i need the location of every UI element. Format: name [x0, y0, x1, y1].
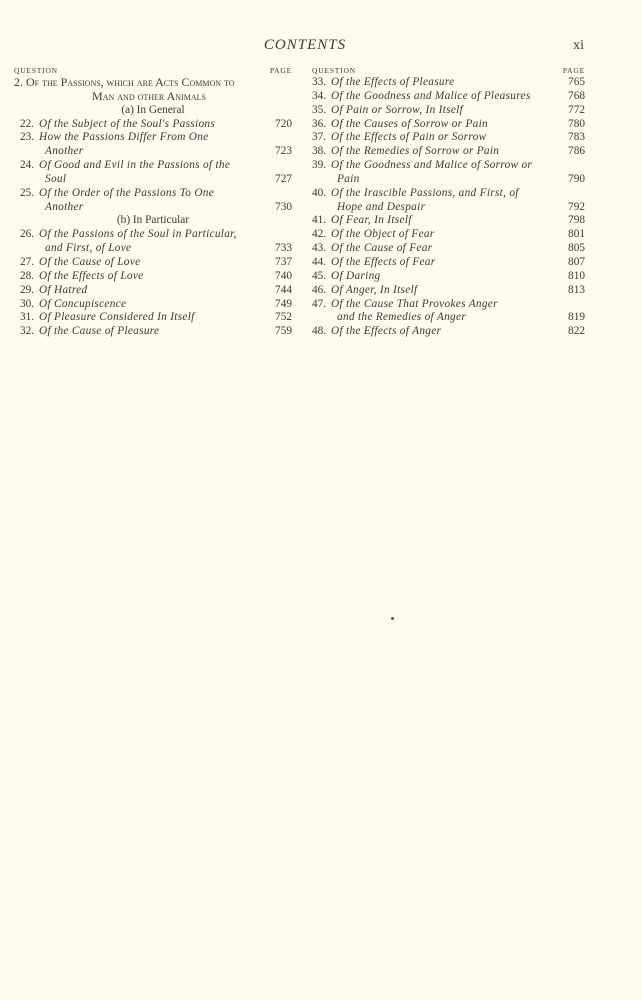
page-ref: 730	[275, 200, 292, 213]
toc-entry-line	[20, 131, 292, 145]
subsection-label: (a) In General	[121, 103, 185, 116]
toc-entry-text	[312, 242, 432, 256]
question-title: Of the Irascible Passions, and First, of	[331, 186, 519, 199]
toc-entry	[307, 256, 585, 270]
subsection-label: (b) In Particular	[116, 214, 190, 227]
page-ref: 772	[568, 103, 585, 116]
toc-entry-text	[20, 325, 159, 339]
toc-entry-line	[20, 270, 292, 284]
toc-entry	[307, 131, 585, 145]
question-number: 35.	[312, 103, 327, 116]
toc-entry-text	[312, 214, 412, 228]
question-title: Of the Causes of Sorrow or Pain	[331, 117, 489, 130]
toc-entry-text	[312, 228, 435, 242]
question-number: 34.	[312, 89, 327, 102]
question-title: Of the Goodness and Malice of Pleasures	[331, 89, 531, 102]
page-ref: 737	[275, 255, 292, 268]
question-number: 22.	[20, 117, 35, 130]
question-title: Of Pleasure Considered In Itself	[39, 311, 195, 324]
toc-entry	[14, 228, 292, 256]
page-ref: 752	[275, 311, 292, 324]
page-ref: 801	[568, 228, 585, 241]
question-number: 47.	[312, 297, 327, 310]
question-number: 29.	[20, 283, 35, 296]
toc-entry-line	[312, 187, 585, 201]
toc-entry-text	[20, 201, 84, 215]
toc-entry-line	[20, 118, 292, 132]
page-ref: 792	[568, 200, 585, 213]
toc-entry-line	[312, 173, 585, 187]
toc-entry	[307, 214, 585, 228]
page-ref	[266, 131, 292, 145]
toc-entry-line	[312, 325, 585, 339]
toc-entry-text	[20, 270, 143, 284]
question-title: Of the Subject of the Soul's Passions	[39, 117, 216, 130]
toc-entry-text	[20, 173, 66, 187]
question-title: Of the Goodness and Malice of Sorrow or	[331, 159, 533, 172]
toc-entry	[14, 311, 292, 325]
page-ref: 768	[568, 89, 585, 102]
question-title: Of Concupiscence	[39, 297, 127, 310]
toc-entry-text	[20, 284, 87, 298]
question-title: Of Fear, In Itself	[331, 214, 412, 227]
toc-column-left	[14, 66, 292, 339]
question-title: Of the Cause That Provokes Anger	[331, 297, 498, 310]
toc-entry	[14, 118, 292, 132]
toc-entry	[307, 104, 585, 118]
toc-list-general	[14, 118, 292, 215]
page-ref	[559, 298, 585, 312]
toc-entry-text	[312, 187, 519, 201]
part-title-line2: Man and other Animals	[92, 88, 206, 103]
page-ref	[559, 159, 585, 173]
running-head	[0, 37, 642, 57]
toc-entry	[14, 256, 292, 270]
question-number: 25.	[20, 186, 35, 199]
toc-entry-text	[312, 284, 417, 298]
page-ref: 798	[568, 214, 585, 227]
page-label: PAGE	[269, 66, 292, 75]
toc-entry-line	[20, 187, 292, 201]
page-ref: 740	[275, 269, 292, 282]
question-number: 41.	[312, 214, 327, 227]
toc-entry-line	[20, 145, 292, 159]
question-number: 42.	[312, 228, 327, 241]
toc-entry-line	[312, 311, 585, 325]
question-title: Of the Effects of Pain or Sorrow	[331, 131, 487, 144]
toc-entry-text	[312, 311, 466, 325]
toc-entry-line	[312, 131, 585, 145]
toc-entry-text	[20, 131, 209, 145]
question-title: and First, of Love	[45, 242, 132, 255]
subsection-heading-general	[14, 104, 292, 118]
toc-entry	[307, 270, 585, 284]
toc-entry	[307, 284, 585, 298]
toc-entry-line	[20, 173, 292, 187]
question-label: QUESTION	[14, 66, 58, 75]
question-number: 33.	[312, 76, 327, 88]
question-number: 37.	[312, 131, 327, 144]
page-ref: 733	[275, 242, 292, 255]
question-number: 36.	[312, 117, 327, 130]
subsection-heading-particular	[14, 214, 292, 228]
question-title: Hope and Despair	[337, 200, 426, 213]
question-number: 48.	[312, 325, 327, 338]
toc-entry-line	[312, 159, 585, 173]
page-ref	[266, 159, 292, 173]
question-number: 28.	[20, 269, 35, 282]
question-number: 38.	[312, 145, 327, 158]
question-title: Pain	[337, 172, 360, 185]
toc-entry-line	[312, 242, 585, 256]
toc-entry-text	[20, 187, 214, 201]
toc-entry-line	[312, 76, 585, 90]
question-title: Of the Order of the Passions To One	[39, 186, 215, 199]
toc-entry-text	[20, 118, 215, 132]
question-number: 45.	[312, 269, 327, 282]
page-ref	[559, 187, 585, 201]
toc-entry-text	[312, 118, 488, 132]
page-ref	[266, 187, 292, 201]
page-ref: 727	[275, 172, 292, 185]
question-number: 24.	[20, 159, 35, 172]
toc-entry-text	[312, 173, 360, 187]
toc-entry-text	[20, 228, 237, 242]
part-title	[14, 76, 292, 104]
toc-entry	[14, 325, 292, 339]
toc-entry	[307, 159, 585, 187]
question-number: 26.	[20, 228, 35, 241]
question-title: and the Remedies of Anger	[337, 311, 467, 324]
toc-entry-text	[312, 256, 435, 270]
page-number: xi	[573, 38, 584, 53]
question-number: 32.	[20, 325, 35, 338]
toc-entry-line	[20, 242, 292, 256]
question-number: 31.	[20, 311, 35, 324]
toc-entry-line	[20, 325, 292, 339]
toc-entry	[307, 298, 585, 326]
toc-entry-text	[312, 76, 454, 90]
toc-entry	[307, 187, 585, 215]
question-title: How the Passions Differ From One	[39, 131, 209, 144]
page-ref: 813	[568, 283, 585, 296]
toc-entry-line	[312, 284, 585, 298]
toc-entry-text	[312, 90, 531, 104]
page-ref: 749	[275, 297, 292, 310]
page-ref: 805	[568, 242, 585, 255]
toc-entry-line	[312, 90, 585, 104]
part-title-line1: 2. Of the Passions, which are Acts Common to	[14, 75, 235, 89]
toc-entry-line	[20, 256, 292, 270]
toc-entry-line	[20, 311, 292, 325]
page-ref: 765	[568, 76, 585, 88]
toc-entry-line	[312, 270, 585, 284]
toc-entry-text	[312, 298, 498, 312]
question-title: Of the Passions of the Soul in Particular,	[39, 228, 237, 241]
toc-entry-text	[20, 159, 230, 173]
toc-column-right	[307, 66, 585, 339]
page-ref: 790	[568, 172, 585, 185]
question-title: Of the Effects of Pleasure	[331, 76, 455, 88]
toc-entry	[14, 131, 292, 159]
toc-entry-text	[20, 311, 195, 325]
toc-entry	[307, 228, 585, 242]
toc-entry-line	[312, 256, 585, 270]
toc-entry-line	[312, 201, 585, 215]
toc-entry-text	[20, 298, 126, 312]
toc-entry	[14, 298, 292, 312]
question-number: 43.	[312, 242, 327, 255]
toc-list	[307, 76, 585, 339]
toc-entry	[307, 145, 585, 159]
toc-entry-line	[312, 298, 585, 312]
toc-entry	[14, 284, 292, 298]
toc-entry	[307, 242, 585, 256]
page-ref: 810	[568, 269, 585, 282]
toc-entry-text	[312, 159, 532, 173]
toc-entry	[307, 76, 585, 90]
question-title: Of the Cause of Pleasure	[39, 325, 160, 338]
question-number: 44.	[312, 255, 327, 268]
question-number: 23.	[20, 131, 35, 144]
toc-entry-line	[20, 201, 292, 215]
toc-entry-text	[20, 242, 131, 256]
question-number: 27.	[20, 255, 35, 268]
question-title: Another	[45, 200, 84, 213]
question-title: Of the Effects of Anger	[331, 325, 442, 338]
page-ref: 720	[275, 117, 292, 130]
page-ref: 807	[568, 255, 585, 268]
column-header	[307, 66, 585, 76]
page-ref: 723	[275, 145, 292, 158]
question-number: 46.	[312, 283, 327, 296]
question-number: 39.	[312, 159, 327, 172]
toc-entry	[14, 270, 292, 284]
question-title: Of Daring	[331, 269, 381, 282]
question-title: Of the Object of Fear	[331, 228, 435, 241]
toc-entry-text	[312, 201, 425, 215]
page-ref: 780	[568, 117, 585, 130]
question-title: Of the Cause of Fear	[331, 242, 433, 255]
toc-entry-line	[312, 104, 585, 118]
page-ref: 822	[568, 325, 585, 338]
toc-entry-text	[312, 270, 380, 284]
question-label: QUESTION	[312, 66, 356, 75]
question-number: 30.	[20, 297, 35, 310]
toc-entry-line	[312, 228, 585, 242]
toc-entry	[14, 187, 292, 215]
page-label: PAGE	[562, 66, 585, 75]
toc-entry-line	[20, 298, 292, 312]
toc-entry	[14, 159, 292, 187]
question-title: Soul	[45, 172, 67, 185]
question-title: Of Good and Evil in the Passions of the	[39, 159, 231, 172]
page-ref: 759	[275, 325, 292, 338]
toc-entry	[307, 90, 585, 104]
page-ref: 819	[568, 311, 585, 324]
page-ref: 744	[275, 283, 292, 296]
toc-entry-text	[312, 145, 499, 159]
toc-entry	[307, 118, 585, 132]
toc-entry-line	[312, 214, 585, 228]
page-ref: 783	[568, 131, 585, 144]
question-title: Of Anger, In Itself	[331, 283, 418, 296]
page-ref: 786	[568, 145, 585, 158]
paper-speck	[391, 617, 394, 620]
toc-entry-line	[312, 145, 585, 159]
toc-entry-text	[312, 104, 463, 118]
toc-entry	[307, 325, 585, 339]
toc-entry-text	[312, 131, 486, 145]
toc-entry-line	[20, 159, 292, 173]
question-title: Of Pain or Sorrow, In Itself	[331, 103, 464, 116]
page-title: CONTENTS	[263, 37, 347, 53]
toc-entry-line	[312, 118, 585, 132]
question-title: Of the Remedies of Sorrow or Pain	[331, 145, 500, 158]
question-title: Of the Cause of Love	[39, 255, 141, 268]
question-title: Another	[45, 145, 84, 158]
page-ref	[266, 228, 292, 242]
toc-entry-text	[20, 145, 84, 159]
toc-list-particular	[14, 228, 292, 339]
toc-entry-line	[20, 284, 292, 298]
question-title: Of Hatred	[39, 283, 88, 296]
toc-entry-line	[20, 228, 292, 242]
question-number: 40.	[312, 186, 327, 199]
toc-entry-text	[20, 256, 140, 270]
toc-entry-text	[312, 325, 441, 339]
question-title: Of the Effects of Love	[39, 269, 144, 282]
question-title: Of the Effects of Fear	[331, 255, 436, 268]
